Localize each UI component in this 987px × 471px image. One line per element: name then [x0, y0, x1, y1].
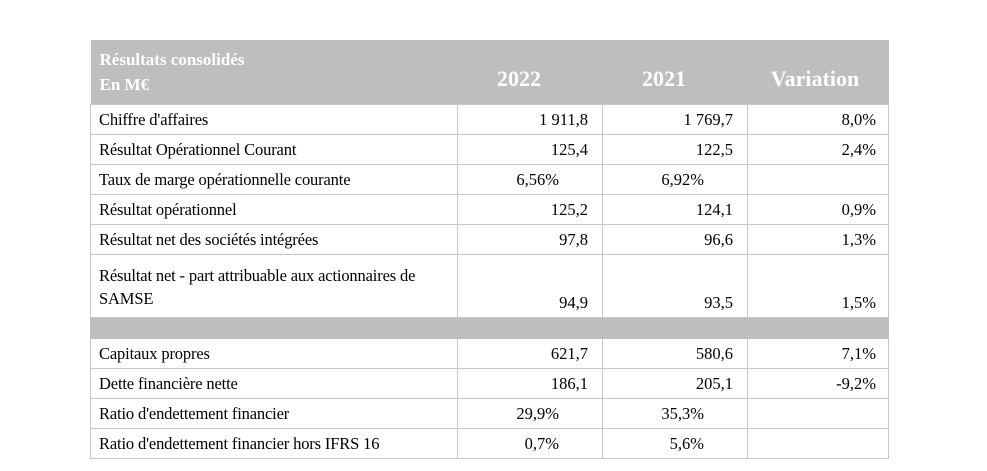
cell-value-2022: 186,1 [458, 369, 603, 399]
column-header-year-2022: 2022 [458, 40, 603, 105]
cell-value-variation [748, 429, 889, 459]
cell-value-2022: 125,2 [458, 195, 603, 225]
section-separator-cell [748, 318, 889, 339]
table-title-line2: En M€ [99, 75, 150, 94]
row-label: Résultat Opérationnel Courant [91, 135, 458, 165]
consolidated-results-table-container [90, 40, 888, 459]
table-body [91, 105, 889, 459]
table-row [91, 429, 889, 459]
table-row [91, 165, 889, 195]
table-title-line1: Résultats consolidés [99, 50, 245, 69]
table-row [91, 369, 889, 399]
cell-value-2022: 0,7% [458, 429, 603, 459]
cell-value-variation: 1,5% [748, 255, 889, 318]
cell-value-variation: 1,3% [748, 225, 889, 255]
table-header [91, 40, 889, 105]
header-row [91, 40, 889, 105]
cell-value-variation: 0,9% [748, 195, 889, 225]
cell-value-variation: -9,2% [748, 369, 889, 399]
cell-value-2022: 125,4 [458, 135, 603, 165]
section-separator-cell [603, 318, 748, 339]
table-row [91, 105, 889, 135]
cell-value-2021: 96,6 [603, 225, 748, 255]
cell-value-2021: 580,6 [603, 339, 748, 369]
table-row [91, 225, 889, 255]
row-label: Résultat net - part attribuable aux actionnaires de SAMSE [91, 255, 458, 318]
table-row [91, 399, 889, 429]
cell-value-2021: 35,3% [603, 399, 748, 429]
row-label: Résultat net des sociétés intégrées [91, 225, 458, 255]
table-row [91, 195, 889, 225]
cell-value-variation: 2,4% [748, 135, 889, 165]
table-section-separator [91, 318, 889, 339]
consolidated-results-table [90, 40, 889, 459]
row-label: Dette financière nette [91, 369, 458, 399]
table-row [91, 135, 889, 165]
column-header-year-2021: 2021 [603, 40, 748, 105]
cell-value-2022: 6,56% [458, 165, 603, 195]
table-row [91, 255, 889, 318]
table-row [91, 339, 889, 369]
cell-value-2021: 5,6% [603, 429, 748, 459]
cell-value-2022: 94,9 [458, 255, 603, 318]
table-title-cell [91, 40, 458, 105]
cell-value-2022: 621,7 [458, 339, 603, 369]
row-label: Taux de marge opérationnelle courante [91, 165, 458, 195]
cell-value-2021: 124,1 [603, 195, 748, 225]
cell-value-variation: 7,1% [748, 339, 889, 369]
row-label: Ratio d'endettement financier hors IFRS 16 [91, 429, 458, 459]
cell-value-2021: 205,1 [603, 369, 748, 399]
cell-value-variation: 8,0% [748, 105, 889, 135]
cell-value-2021: 6,92% [603, 165, 748, 195]
section-separator-cell [458, 318, 603, 339]
cell-value-2022: 29,9% [458, 399, 603, 429]
cell-value-variation [748, 165, 889, 195]
section-separator-cell [91, 318, 458, 339]
cell-value-2021: 1 769,7 [603, 105, 748, 135]
cell-value-2022: 97,8 [458, 225, 603, 255]
column-header-variation: Variation [748, 40, 889, 105]
cell-value-2021: 122,5 [603, 135, 748, 165]
row-label: Ratio d'endettement financier [91, 399, 458, 429]
row-label: Capitaux propres [91, 339, 458, 369]
row-label: Résultat opérationnel [91, 195, 458, 225]
row-label: Chiffre d'affaires [91, 105, 458, 135]
cell-value-2022: 1 911,8 [458, 105, 603, 135]
cell-value-2021: 93,5 [603, 255, 748, 318]
cell-value-variation [748, 399, 889, 429]
